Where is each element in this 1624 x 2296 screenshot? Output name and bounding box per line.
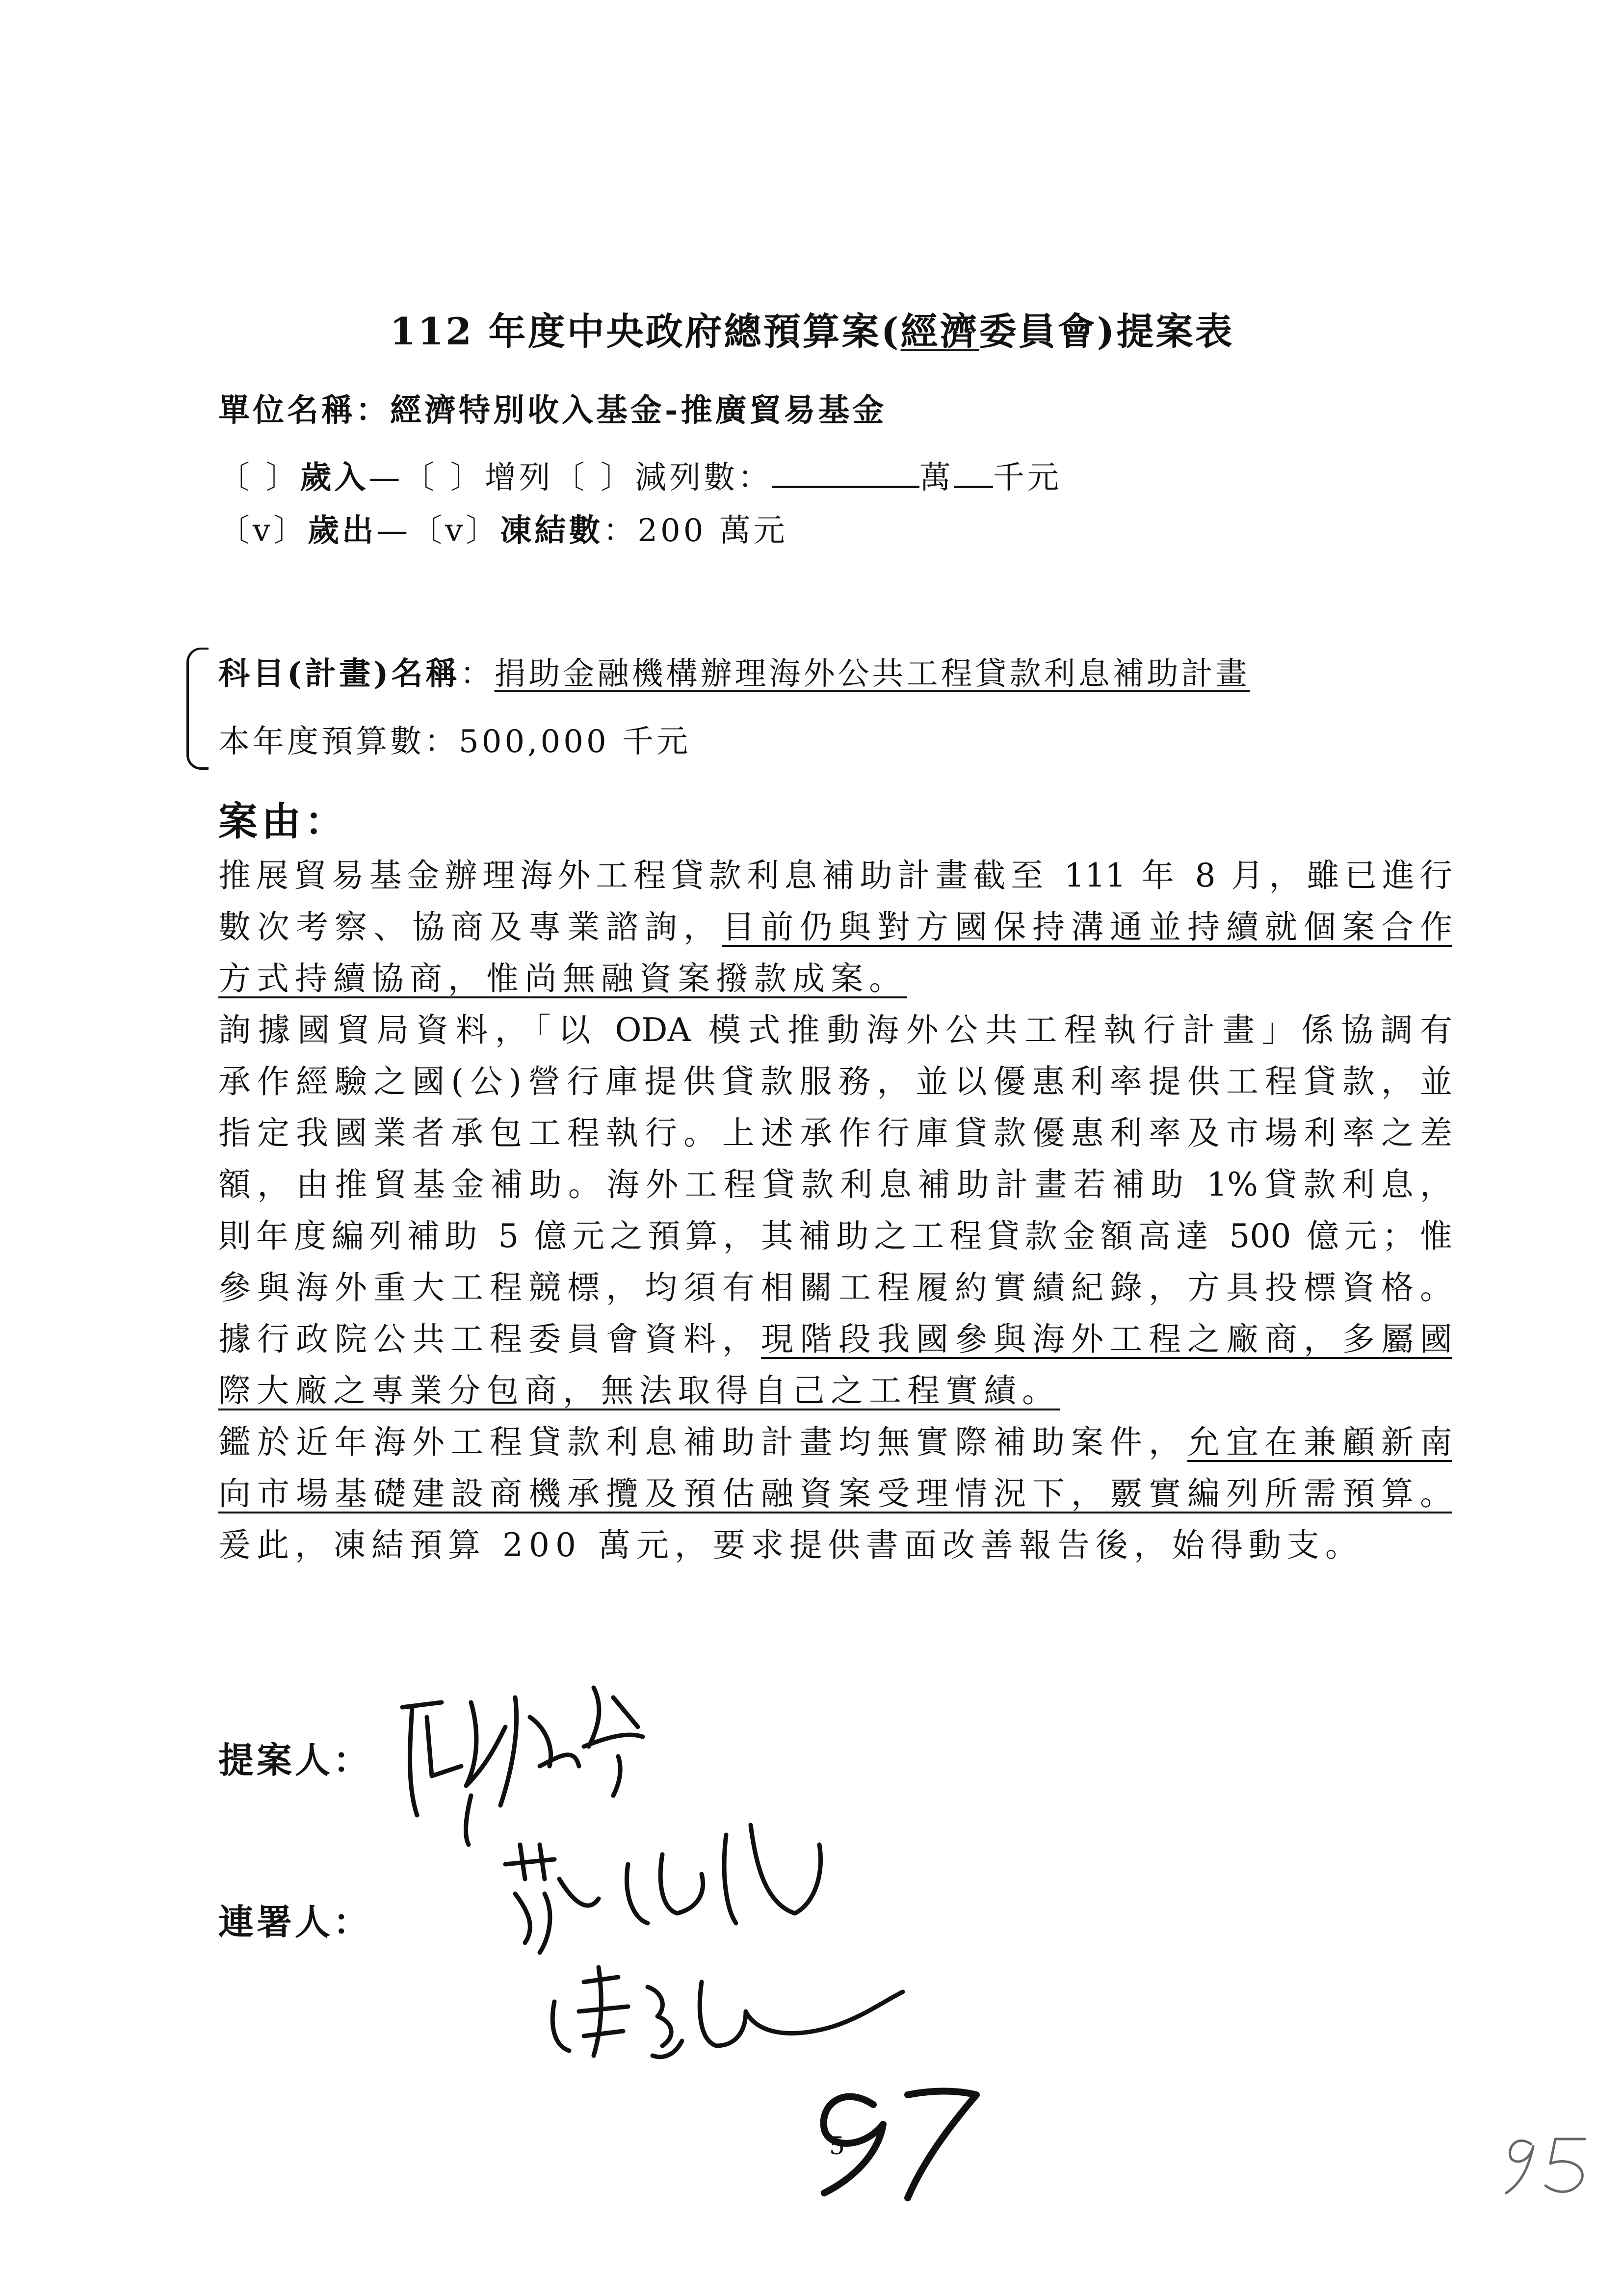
text: 參與海外重大工程競標，均須有相關工程履約實績紀錄，方具投標資格。 [218,1269,1452,1306]
decrease-label: 減列數： [635,460,773,496]
text: 額，由推貿基金補助。海外工程貸款利息補助計畫若補助 1%貸款利息， [218,1166,1452,1203]
cosigner-signature-1 [505,1825,821,1953]
proposer-label: 提案人： [218,1739,372,1781]
underlined-text: 目前仍與對方國保持溝通並持續就個案合作 [722,908,1452,946]
budget-label: 本年度預算數： [218,724,459,760]
underlined-text: 方式持續協商，惟尚無融資案撥款成案。 [218,960,907,997]
cosigner-signature-2 [552,1967,903,2057]
title-underlined-part: 經濟 [900,310,979,353]
freeze-value: 200 萬元 [637,513,788,549]
unit-label: 單位名稱： [218,392,390,429]
budget-value: 500,000 千元 [459,724,691,760]
colon: ： [603,513,638,549]
cosigner-label: 連署人： [218,1901,372,1943]
title-part: 112 年度中央政府總預算案( [390,310,901,353]
text: 爰此，凍結預算 200 萬元，要求提供書面改善報告後，始得動支。 [218,1526,1363,1564]
expense-checkbox: 〔v〕 [218,513,308,549]
text: 詢據國貿局資料，「以 ODA 模式推動海外公共工程執行計畫」係協調有 [218,1011,1452,1049]
increase-label: 增列 [484,460,553,496]
text: 鑑於近年海外工程貸款利息補助計畫均無實際補助案件， [218,1423,1187,1461]
dash: — [376,513,411,549]
freeze-label: 凍結數 [500,512,603,549]
proposer-signature [402,1688,643,1845]
increase-checkbox: 〔 〕 [403,460,485,496]
freeze-checkbox: 〔v〕 [411,513,500,549]
handwritten-97 [824,2091,976,2198]
text: 據行政院公共工程委員會資料， [218,1320,761,1358]
decrease-checkbox: 〔 〕 [553,460,635,496]
unit-value: 經濟特別收入基金-推廣貿易基金 [390,392,887,429]
colon: ： [460,656,495,692]
unit-thousand-yuan: 千元 [993,460,1062,496]
title-part: 委員會)提案表 [979,310,1234,353]
item-label: 科目(計畫)名稱 [218,655,460,692]
dash: — [368,460,403,496]
text: 則年度編列補助 5 億元之預算，其補助之工程貸款金額高達 500 億元；惟 [218,1217,1452,1255]
unit-wan: 萬 [919,460,954,496]
text: 指定我國業者承包工程執行。上述承作行庫貸款優惠利率及市場利率之差 [218,1114,1452,1152]
underlined-text: 允宜在兼顧新南 [1187,1423,1452,1461]
handwritten-95 [1506,2139,1585,2193]
underlined-text: 現階段我國參與海外工程之廠商，多屬國 [761,1320,1452,1358]
text: 數次考察、協商及專業諮詢， [218,908,722,946]
expense-label: 歲出 [308,512,377,549]
item-value: 捐助金融機構辦理海外公共工程貸款利息補助計畫 [494,656,1250,692]
text: 承作經驗之國(公)營行庫提供貸款服務，並以優惠利率提供工程貸款，並 [218,1063,1452,1100]
text: 推展貿易基金辦理海外工程貸款利息補助計畫截至 111 年 8 月，雖已進行 [218,857,1452,894]
underlined-text: 向市場基礎建設商機承攬及預估融資案受理情況下，覈實編列所需預算。 [218,1475,1452,1513]
revenue-checkbox: 〔 〕 [218,460,300,496]
reason-heading: 案由： [218,798,348,844]
revenue-label: 歲入 [300,459,369,496]
printed-page-number: 5 [829,2132,845,2160]
underlined-text: 際大廠之專業分包商，無法取得自己之工程實績。 [218,1372,1060,1409]
